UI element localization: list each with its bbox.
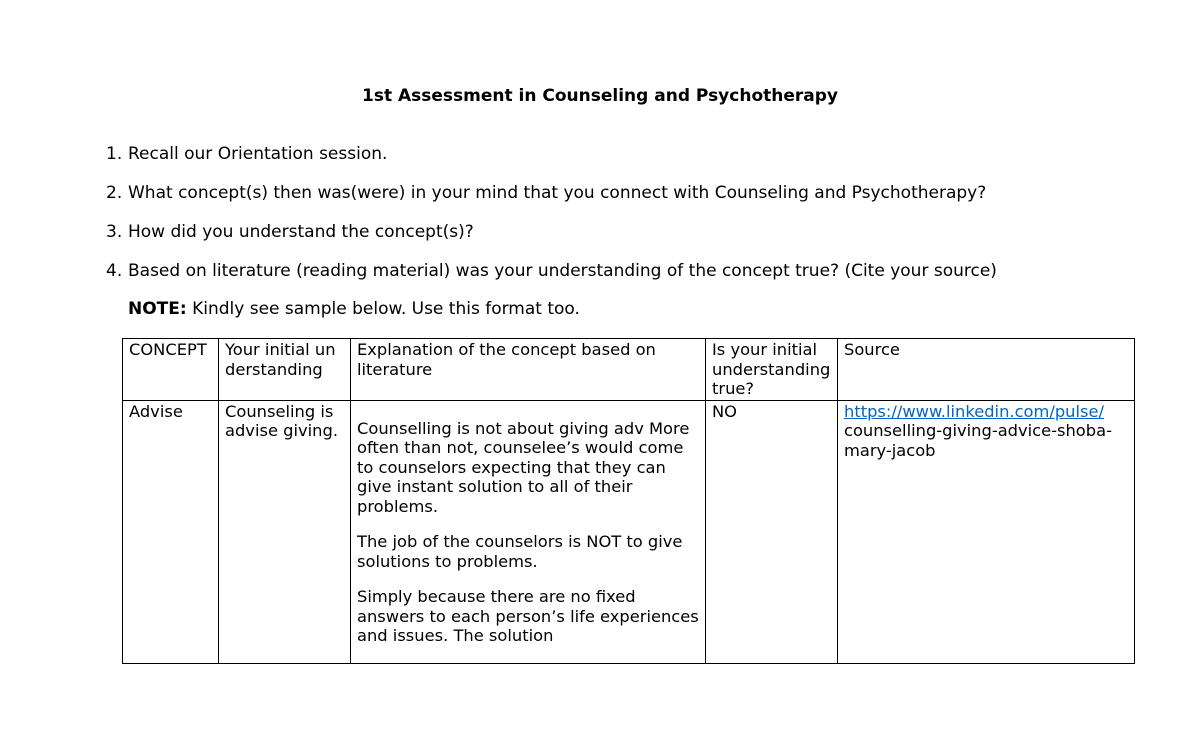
table-row xyxy=(123,400,1135,663)
explanation-paragraph: Simply because there are no fixed answers to each person’s life experiences and issues. The solution xyxy=(357,587,699,645)
question-1 xyxy=(106,144,387,164)
question-3 xyxy=(106,222,474,242)
question-text: Based on literature (reading material) was your understanding of the concept true? (Cite your source) xyxy=(128,261,997,281)
question-number: 3. xyxy=(106,222,123,242)
cell-concept: Advise xyxy=(123,400,219,663)
question-2 xyxy=(106,183,986,203)
question-text: Recall our Orientation session. xyxy=(128,144,388,164)
question-number: 1. xyxy=(106,144,123,164)
note-label: NOTE: xyxy=(128,299,187,319)
cell-initial-understanding: Counseling is advise giving. xyxy=(219,400,351,663)
question-text: How did you understand the concept(s)? xyxy=(128,222,474,242)
page-title: 1st Assessment in Counseling and Psychotherapy xyxy=(362,86,838,106)
cell-explanation xyxy=(351,400,706,663)
header-concept: CONCEPT xyxy=(123,339,219,401)
explanation-paragraph: The job of the counselors is NOT to give solutions to problems. xyxy=(357,532,683,571)
note-text: Kindly see sample below. Use this format too. xyxy=(186,299,580,319)
question-4 xyxy=(106,261,997,281)
header-is-true: Is your initial understanding true? xyxy=(706,339,838,401)
table-header-row xyxy=(123,339,1135,401)
note xyxy=(128,299,580,319)
source-text: counselling-giving-advice-shoba-mary-jacob xyxy=(844,421,1112,460)
cell-source xyxy=(838,400,1135,663)
header-initial-understanding: Your initial understanding xyxy=(219,339,351,401)
header-explanation: Explanation of the concept based on literature xyxy=(351,339,706,401)
question-number: 2. xyxy=(106,183,123,203)
question-number: 4. xyxy=(106,261,123,281)
sample-table xyxy=(122,338,1135,664)
header-source: Source xyxy=(838,339,1135,401)
source-link[interactable]: https://www.linkedin.com/pulse/ xyxy=(844,401,1104,421)
question-text: What concept(s) then was(were) in your mind that you connect with Counseling and Psychotherapy? xyxy=(128,183,987,203)
explanation-paragraph: Counselling is not about giving adv More often than not, counselee’s would come to counselors expecting that they can give instant solution to all of their problems. xyxy=(357,418,690,516)
cell-is-true: NO xyxy=(706,400,838,663)
